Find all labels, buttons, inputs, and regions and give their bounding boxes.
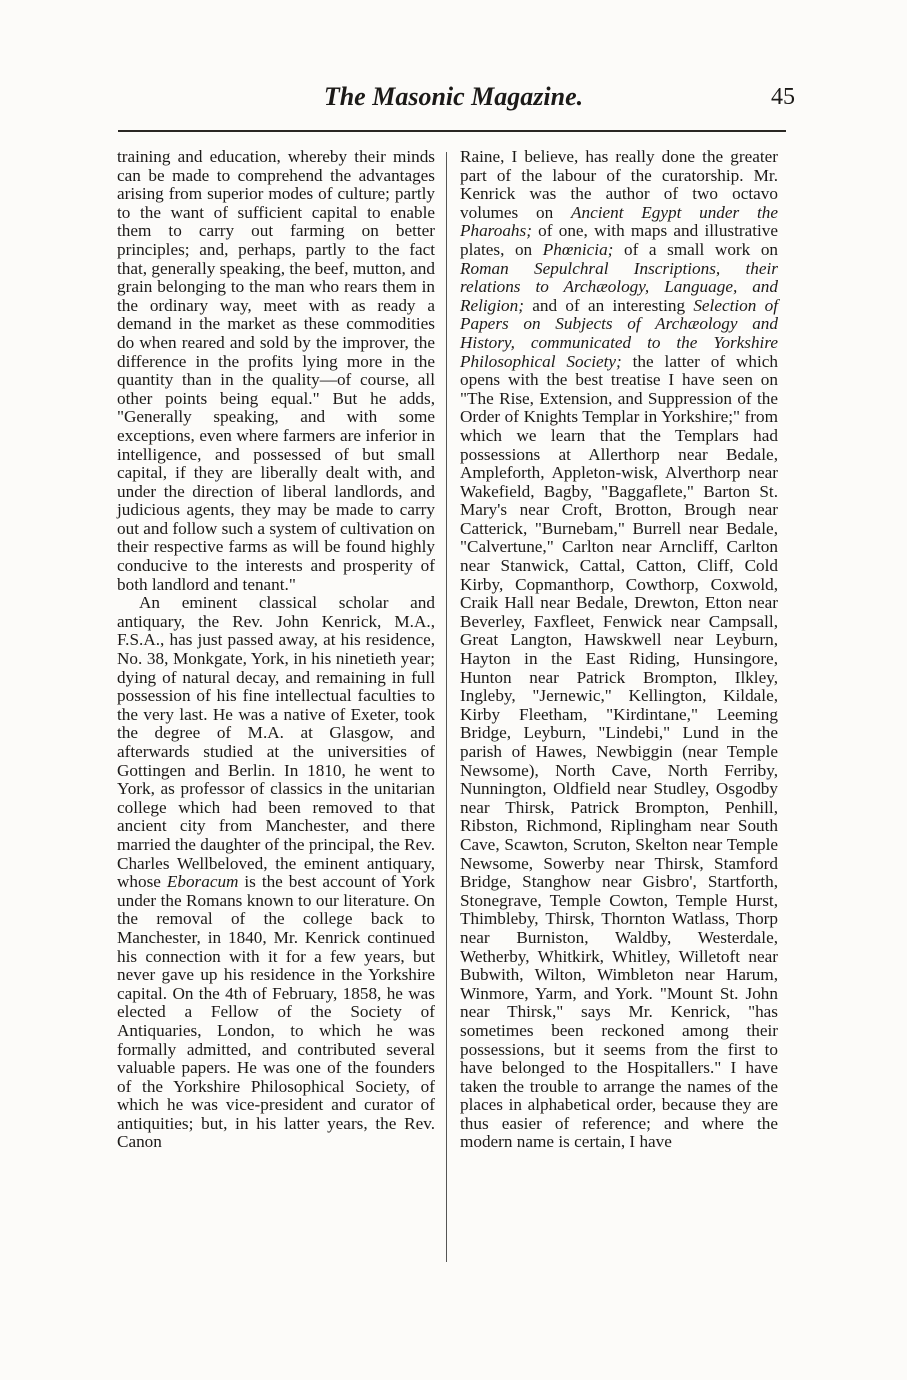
column-divider	[446, 152, 447, 1262]
italic-title-text: Eboracum	[166, 872, 239, 892]
italic-title-text: Selection of Papers on Subjects of Archæology and History, communicated to the Yorkshire Philosophical Society;	[460, 295, 778, 371]
paragraph	[460, 148, 778, 1152]
header-rule	[118, 130, 786, 132]
body-text: and of an interesting	[523, 295, 694, 315]
right-column	[460, 148, 778, 1152]
paragraph	[117, 148, 435, 594]
italic-title-text: Roman Sepulchral Inscriptions, their relations to Archæology, Language, and Religion;	[460, 258, 778, 315]
body-text: training and education, whereby their minds can be made to comprehend the advantages arising from superior modes of culture; partly to the want of sufficient capital to enable them to carry out farming on better principles; and, perhaps, partly to the fact that, generally speaking, the beef, mutton, and grain belonging to the man who rears them in the ordinary way, meet with as ready a demand in the market as these commodities do when reared and sold by the improver, the difference in the profits lying more in the quantity than in the quality—of course, all other points being equal." But he adds, "Generally speaking, and with some exceptions, even where farmers are inferior in intelligence, and possessed of but small capital, if they are liberally dealt with, and under the direction of liberal landlords, and judicious agents, they may be made to carry out and follow such a system of cultivation on their respective farms as will be found highly conducive to the interests and prosperity of both landlord and tenant."	[117, 147, 435, 594]
body-text: is the best account of York under the Romans known to our literature. On the removal of the college back to Manchester, in 1840, Mr. Kenrick continued his connection with it for a few years, but never gave up his residence in the Yorkshire capital. On the 4th of February, 1858, he was elected a Fellow of the Society of Antiquaries, London, to which he was formally admitted, and contributed several valuable papers. He was one of the founders of the Yorkshire Philosophical Society, of which he was vice-president and curator of antiquities; but, in his latter years, the Rev. Canon	[117, 872, 435, 1152]
italic-title-text: Ancient Egypt under the Pharoahs;	[460, 202, 778, 241]
body-text: Raine, I believe, has really done the greater part of the labour of the curatorship. Mr. Kenrick was the author of two octavo volumes on	[460, 147, 778, 222]
page-title: The Masonic Magazine.	[323, 82, 584, 111]
page-number: 45	[771, 84, 795, 110]
paragraph	[117, 594, 435, 1152]
body-text: of a small work on	[613, 239, 779, 259]
left-column	[117, 148, 435, 1152]
body-text: An eminent classical scholar and antiquary, the Rev. John Kenrick, M.A., F.S.A., has just passed away, at his residence, No. 38, Monkgate, York, in his ninetieth year; dying of natural decay, and remaining in full possession of his fine intellectual faculties to the very last. He was a native of Exeter, took the degree of M.A. at Glasgow, and afterwards studied at the universities of Gottingen and Berlin. In 1810, he went to York, as professor of classics in the unitarian college which had been removed to that ancient city from Manchester, and there married the daughter of the principal, the Rev. Charles Wellbeloved, the eminent antiquary, whose	[117, 593, 435, 892]
body-text: of one, with maps and illustrative plates, on	[460, 221, 778, 259]
body-text: the latter of which opens with the best treatise I have seen on "The Rise, Extension, and Suppression of the Order of Knights Templar in Yorkshire;" from which we learn that the Templars had possessions at Allerthorp near Bedale, Ampleforth, Appleton-wisk, Alverthorp near Wakefield, Bagby, "Baggaflete," Barton St. Mary's near Croft, Brotton, Brough near Catterick, "Burnebam," Burrell near Bedale, "Calvertune," Carlton near Arncliff, Carlton near Stanwick, Cattal, Catton, Cliff, Cold Kirby, Copmanthorp, Cowthorp, Coxwold, Craik Hall near Bedale, Drewton, Etton near Beverley, Faxfleet, Fenwick near Campsall, Great Langton, Hawskwell near Leyburn, Hayton in the East Riding, Hunsingore, Hunton near Patrick Brompton, Ilkley, Ingleby, "Jernewic," Kellington, Kildale, Kirby Fleetham, "Kirdintane," Leeming Bridge, Leyburn, "Lindebi," Lund in the parish of Hawes, Newbiggin (near Temple Newsome), North Cave, North Ferriby, Nunnington, Oldfield near Studley, Osgodby near Thirsk, Patrick Brompton, Penhill, Ribston, Richmond, Riplingham near South Cave, Scawton, Scruton, Skelton near Temple Newsome, Sowerby near Thirsk, Stamford Bridge, Stanghow near Gisbro', Startforth, Stonegrave, Temple Cowton, Temple Hurst, Thimbleby, Thirsk, Thornton Watlass, Thorp near Burniston, Waldby, Westerdale, Wetherby, Whitkirk, Whitley, Willetoft near Bubwith, Wilton, Wimbleton near Harum, Winmore, Yarm, and York. "Mount St. John near Thirsk," says Mr. Kenrick, "has sometimes been reckoned among their possessions, but it seems from the first to have belonged to the Hospitallers." I have taken the trouble to arrange the names of the places in alphabetical order, because they are thus easier of reference; and where the modern name is certain, I have	[460, 351, 778, 1152]
italic-title-text: Phœnicia;	[542, 239, 614, 259]
